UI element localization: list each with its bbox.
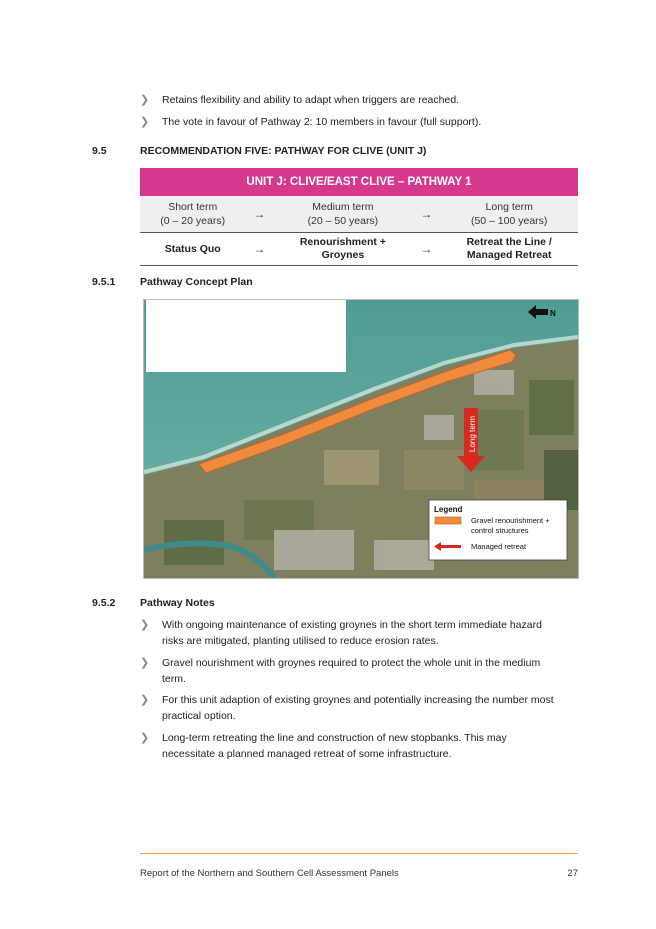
option-text: Groynes — [321, 249, 365, 261]
footer-divider — [140, 853, 578, 854]
arrow-right-icon: → — [412, 196, 440, 233]
section-title: Pathway Notes — [140, 597, 215, 609]
term-label: Long term — [485, 201, 533, 213]
bullet-text: Long-term retreating the line and construction of new stopbanks. This may necessitate a planned managed retreat of some infrastructure. — [162, 732, 507, 760]
note-bullet — [140, 730, 585, 762]
intro-bullet — [140, 92, 585, 108]
section-number: 9.5.1 — [92, 276, 116, 288]
term-cell — [440, 196, 578, 233]
term-range: (50 – 100 years) — [470, 215, 548, 227]
option-text: Retreat the Line / — [466, 236, 552, 248]
term-label: Short term — [168, 201, 218, 213]
option-text: Status Quo — [164, 242, 221, 255]
term-cell — [273, 196, 412, 233]
chevron-right-icon: ❯ — [140, 116, 150, 128]
arrow-right-icon: → — [412, 233, 440, 266]
bullet-text: For this unit adaption of existing groynes and potentially increasing the number most practical option. — [162, 694, 554, 722]
arrow-right-icon: → — [245, 196, 273, 233]
pathway-table-header: UNIT J: CLIVE/EAST CLIVE – PATHWAY 1 — [140, 168, 578, 196]
intro-bullet — [140, 114, 585, 130]
legend-swatch-gravel — [435, 517, 461, 524]
term-row — [140, 196, 578, 233]
chevron-right-icon: ❯ — [140, 94, 150, 106]
chevron-right-icon: ❯ — [140, 657, 150, 669]
legend-title: Legend — [434, 505, 463, 514]
option-cell — [140, 233, 245, 266]
section-number: 9.5.2 — [92, 597, 116, 609]
north-label: N — [550, 309, 556, 318]
chevron-right-icon: ❯ — [140, 732, 150, 744]
option-cell — [440, 233, 578, 266]
bullet-text: Gravel nourishment with groynes required to protect the whole unit in the medium term. — [162, 657, 541, 685]
arrow-right-icon: → — [245, 233, 273, 266]
chevron-right-icon: ❯ — [140, 694, 150, 706]
bullet-text: With ongoing maintenance of existing groynes in the short term immediate hazard risks are mitigated, planting utilised to reduce erosion rates. — [162, 619, 542, 647]
term-cell — [140, 196, 245, 233]
note-bullet — [140, 617, 585, 649]
legend-item-gravel-line2: control structures — [471, 526, 529, 535]
page-number: 27 — [567, 868, 578, 879]
map-legend — [429, 500, 567, 560]
note-bullet — [140, 655, 585, 687]
term-label: Medium term — [312, 201, 374, 213]
term-range: (0 – 20 years) — [160, 215, 226, 227]
legend-item-gravel: Gravel renourishment + — [471, 516, 550, 525]
footer-title: Report of the Northern and Southern Cell Assessment Panels — [140, 868, 399, 879]
pathway-table — [140, 168, 578, 266]
option-row — [140, 233, 578, 266]
long-term-label: Long term — [468, 415, 477, 452]
term-range: (20 – 50 years) — [307, 215, 379, 227]
bullet-text: The vote in favour of Pathway 2: 10 members in favour (full support). — [162, 116, 482, 128]
bullet-text: Retains flexibility and ability to adapt when triggers are reached. — [162, 94, 460, 106]
option-text: Managed Retreat — [466, 249, 552, 261]
section-number: 9.5 — [92, 145, 107, 157]
section-title: Pathway Concept Plan — [140, 276, 253, 288]
option-cell — [273, 233, 412, 266]
option-text: Renourishment + — [299, 236, 386, 248]
map-blank-box — [146, 300, 346, 372]
chevron-right-icon: ❯ — [140, 619, 150, 631]
note-bullet — [140, 692, 585, 724]
legend-item-retreat: Managed retreat — [471, 542, 527, 551]
section-title: RECOMMENDATION FIVE: PATHWAY FOR CLIVE (UNIT J) — [140, 145, 427, 157]
pathway-concept-map — [143, 299, 579, 579]
